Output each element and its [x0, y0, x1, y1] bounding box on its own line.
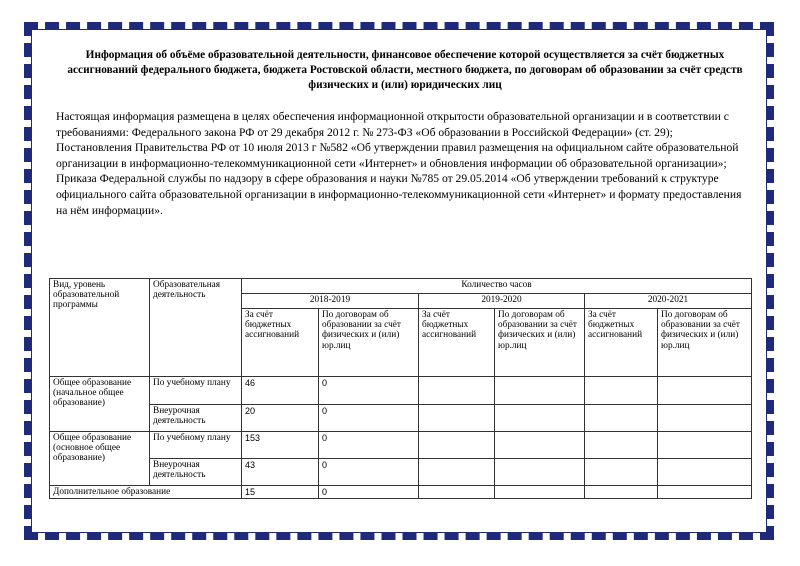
cell-activity: Внеурочная деятельность — [150, 405, 242, 432]
header-activity: Образовательная деятельность — [150, 279, 242, 377]
cell-contract-2018: 0 — [319, 377, 419, 405]
cell-budget-2018: 43 — [242, 459, 319, 486]
table-row — [50, 432, 752, 459]
intro-paragraph: Настоящая информация размещена в целях обеспечения информационной открытости образовательной организации и в соответствии с требованиями: Федерального закона РФ от 29 декабря 2012 г. № 273-ФЗ «Об образовании в Российской Федерации» (ст. 29); Постановления Правительства РФ от 10 июля 2013 г №582 «Об утверждении правил размещения на официальном сайте образовательной организации в информационно-телекоммуникационной сети «Интернет» и обновления информации об образовательной организации»; Приказа Федеральной службы по надзору в сфере образования и науки №785 от 29.05.2014 «Об утверждении требований к структуре официального сайта образовательной организации в информационно-телекоммуникационной сети «Интернет» и формату предоставления на нём информации». — [56, 110, 742, 217]
table-row — [50, 405, 752, 432]
subheader-contract-2019: По договорам об образовании за счёт физических и (или) юр.лиц — [495, 309, 585, 377]
subheader-budget-2020: За счёт бюджетных ассигнований — [585, 309, 658, 377]
table-row — [50, 459, 752, 486]
subheader-contract-2018: По договорам об образовании за счёт физических и (или) юр.лиц — [319, 309, 419, 377]
cell-budget-2018: 46 — [242, 377, 319, 405]
subheader-budget-2019: За счёт бюджетных ассигнований — [419, 309, 495, 377]
table-row — [50, 377, 752, 405]
header-hours: Количество часов — [242, 279, 752, 294]
subheader-budget-2018: За счёт бюджетных ассигнований — [242, 309, 319, 377]
cell-contract-2018: 0 — [319, 405, 419, 432]
cell-activity: Внеурочная деятельность — [150, 459, 242, 486]
cell-budget-2018: 15 — [242, 486, 319, 499]
hours-table — [49, 278, 752, 499]
subheader-contract-2020: По договорам об образовании за счёт физических и (или) юр.лиц — [658, 309, 752, 377]
table-row — [50, 486, 752, 499]
cell-budget-2018: 153 — [242, 432, 319, 459]
header-year-2020-2021: 2020-2021 — [585, 294, 752, 309]
header-program: Вид, уровень образовательной программы — [50, 279, 150, 377]
cell-contract-2018: 0 — [319, 459, 419, 486]
cell-program: Общее образование (основное общее образование) — [50, 432, 150, 486]
header-year-2018-2019: 2018-2019 — [242, 294, 419, 309]
document-title: Информация об объёме образовательной деятельности, финансовое обеспечение которой осуществляется за счёт бюджетных ассигнований федерального бюджета, бюджета Ростовской области, местного бюджета, по договорам об образовании за счёт средств физических и (или) юридических лиц — [67, 49, 743, 91]
header-year-2019-2020: 2019-2020 — [419, 294, 585, 309]
cell-program: Дополнительное образование — [50, 486, 242, 499]
cell-activity: По учебному плану — [150, 432, 242, 459]
cell-activity: По учебному плану — [150, 377, 242, 405]
cell-program: Общее образование (начальное общее образование) — [50, 377, 150, 432]
cell-contract-2018: 0 — [319, 432, 419, 459]
cell-budget-2018: 20 — [242, 405, 319, 432]
cell-contract-2018: 0 — [319, 486, 419, 499]
